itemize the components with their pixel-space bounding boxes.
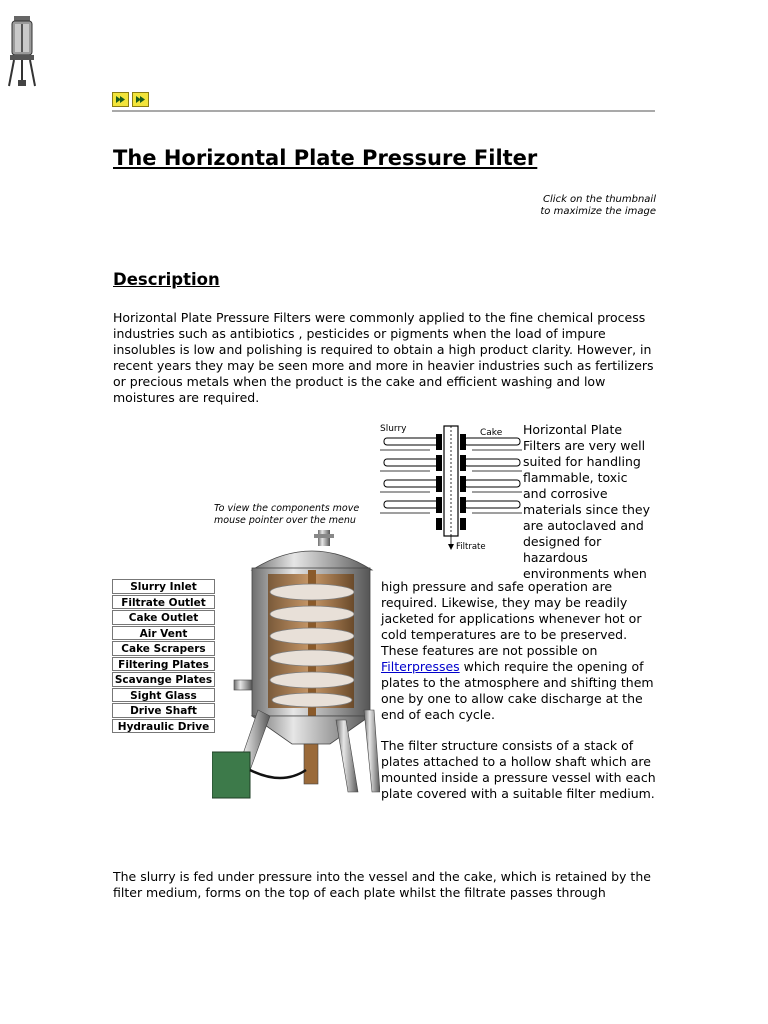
menu-item-filtrate-outlet[interactable]: Filtrate Outlet (112, 595, 215, 610)
menu-item-filtering-plates[interactable]: Filtering Plates (112, 657, 215, 672)
menu-caption: To view the components move mouse pointer over the menu (214, 503, 360, 526)
filter-diagram-thumbnail[interactable] (380, 422, 524, 552)
menu-item-slurry-inlet[interactable]: Slurry Inlet (112, 579, 215, 594)
page-title: The Horizontal Plate Pressure Filter (113, 146, 538, 170)
description-paragraph: Horizontal Plate Pressure Filters were commonly applied to the fine chemical process industries such as antibiotics , pesticides or pigments when the load of impure insolubles is low and polishing is required to obtain a high product clarity. However, in recent years they may be seen more and more in heavier industries such as fertilizers or precious metals when the product is the cake and efficient washing and low moistures are required. (113, 310, 654, 405)
menu-item-cake-outlet[interactable]: Cake Outlet (112, 610, 215, 625)
filter-vessel-logo-icon (4, 14, 40, 90)
site-logo[interactable] (4, 14, 40, 90)
menu-item-scavange-plates[interactable]: Scavange Plates (112, 672, 215, 687)
menu-item-hydraulic-drive[interactable]: Hydraulic Drive (112, 719, 215, 734)
paragraph-3: The filter structure consists of a stack of plates attached to a hollow shaft which are mounted inside a pressure vessel with each plate covered with a suitable filter medium. (381, 738, 656, 801)
section-heading: Description (113, 270, 220, 289)
menu-item-drive-shaft[interactable]: Drive Shaft (112, 703, 215, 718)
nav-buttons (112, 92, 149, 107)
cake-label: Cake (480, 428, 503, 438)
header-divider (112, 110, 655, 112)
thumbnail-note: Click on the thumbnail to maximize the image (540, 194, 656, 217)
menu-item-sight-glass[interactable]: Sight Glass (112, 688, 215, 703)
menu-item-cake-scrapers[interactable]: Cake Scrapers (112, 641, 215, 656)
filterpresses-link[interactable]: Filterpresses (381, 659, 460, 674)
vessel-cutaway-image[interactable] (212, 530, 380, 800)
component-menu (112, 579, 215, 734)
side-paragraph: Horizontal Plate Filters are very well suited for handling flammable, toxic and corrosive materials since they are autoclaved and designed for hazardous environments when (523, 422, 651, 581)
next-arrow-icon[interactable] (132, 92, 149, 107)
slurry-label: Slurry (380, 424, 407, 434)
paragraph-4: The slurry is fed under pressure into the vessel and the cake, which is retained by the filter medium, forms on the top of each plate whilst the filtrate passes through (113, 869, 651, 900)
paragraph-2: high pressure and safe operation are required. Likewise, they may be readily jacketed for applications whenever hot or cold temperatures are to be preserved. These features are not possible on Filterpresses which require the opening of plates to the atmosphere and shifting them one by one to allow cake discharge at the end of each cycle. (381, 579, 654, 722)
menu-item-air-vent[interactable]: Air Vent (112, 626, 215, 641)
next-arrow-icon[interactable] (112, 92, 129, 107)
filtrate-label: Filtrate (456, 542, 486, 552)
